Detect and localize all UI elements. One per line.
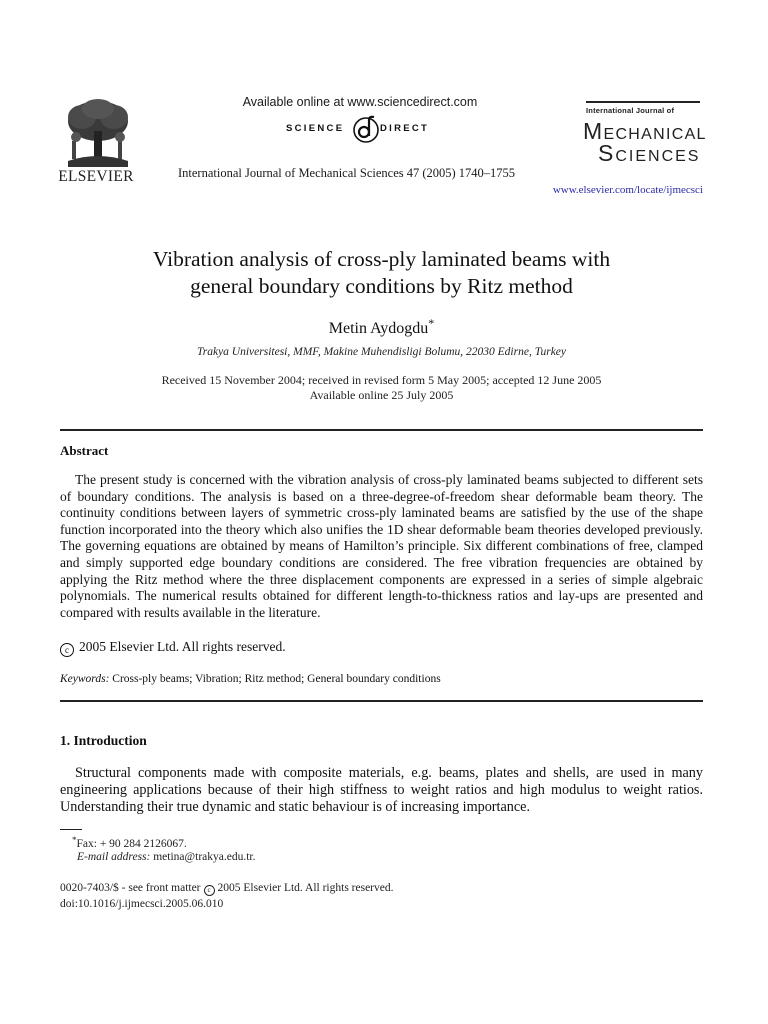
copyright-icon-small: c — [204, 885, 215, 896]
available-online-date: Available online 25 July 2005 — [309, 388, 454, 402]
paper-title — [60, 246, 703, 300]
author-affiliation: Trakya Universitesi, MMF, Makine Muhendisligi Bolumu, 22030 Edirne, Turkey — [196, 346, 567, 358]
article-history — [60, 373, 703, 403]
section-heading-introduction: 1. Introduction — [60, 733, 147, 748]
issn-line: 0020-7403/$ - see front matter c 2005 Elsevier Ltd. All rights reserved. — [60, 882, 394, 894]
journal-logo-mechanical: MECHANICAL — [583, 118, 707, 144]
available-online-text: Available online at www.sciencedirect.com — [242, 95, 478, 109]
keywords-list: Cross-ply beams; Vibration; Ritz method; General boundary conditions — [112, 673, 441, 685]
sciencedirect-left-text: SCIENCE — [286, 123, 345, 134]
keywords-label: Keywords: — [60, 673, 110, 685]
abstract-bottom-rule — [60, 700, 703, 702]
author-email-link[interactable]: metina@trakya.edu.tr. — [153, 851, 256, 863]
doi-line[interactable]: doi:10.1016/j.ijmecsci.2005.06.010 — [60, 898, 224, 910]
title-line-2: general boundary conditions by Ritz method — [190, 274, 573, 298]
keywords — [60, 673, 441, 685]
sciencedirect-right-text: DIRECT — [380, 123, 430, 134]
journal-citation: International Journal of Mechanical Sciences 47 (2005) 1740–1755 — [178, 166, 516, 180]
author-name[interactable]: Metin Aydogdu* — [328, 316, 435, 337]
author-footnote-mark[interactable]: * — [428, 316, 435, 330]
copyright-icon: c — [60, 643, 74, 657]
abstract-copyright: c 2005 Elsevier Ltd. All rights reserved. — [60, 639, 286, 657]
publisher-wordmark: ELSEVIER — [58, 168, 134, 185]
journal-url-link[interactable]: www.elsevier.com/locate/ijmecsci — [552, 184, 703, 196]
sciencedirect-logo — [286, 114, 456, 144]
journal-logo-rule — [586, 101, 700, 103]
title-line-1: Vibration analysis of cross-ply laminated beams with — [152, 247, 611, 271]
abstract-heading: Abstract — [60, 443, 109, 458]
introduction-body: Structural components made with composite materials, e.g. beams, plates and shells, are used in many engineering applications because of their high stiffness to weight ratios and high modulus to weight ratios. Understanding their true dynamic and static behaviour is of increasing importance. — [60, 765, 703, 816]
abstract-top-rule — [60, 429, 703, 431]
abstract-body: The present study is concerned with the vibration analysis of cross-ply laminated beams subjected to different sets of boundary conditions. The analysis is based on a three-degree-of-freedom shear deformable beam theory. The continuity conditions between layers of symmetric cross-ply laminated beams are satisfied by the use of the shape function incorporated into the theory which also unifies the 1D shear deformable beam theories developed previously. The governing equations are obtained by means of Hamilton’s principle. Six different combinations of free, clamped and simply supported edge boundary conditions are considered. The free vibration frequencies are obtained by applying the Ritz method where the three displacement components are expressed in a series of simple algebraic polynomials. The numerical results obtained for different length-to-thickness ratios and lay-ups are presented and compared with results available in the literature. — [60, 472, 703, 620]
journal-logo-subtitle: International Journal of — [586, 106, 675, 115]
footnote-rule — [60, 829, 82, 830]
journal-logo-sciences: SCIENCES — [598, 140, 701, 166]
footnote-email: E-mail address: metina@trakya.edu.tr. — [77, 851, 256, 863]
received-dates: Received 15 November 2004; received in revised form 5 May 2005; accepted 12 June 2005 — [161, 373, 602, 387]
footnote-fax: *Fax: + 90 284 2126067. — [72, 835, 187, 850]
sciencedirect-d-icon — [352, 114, 380, 144]
